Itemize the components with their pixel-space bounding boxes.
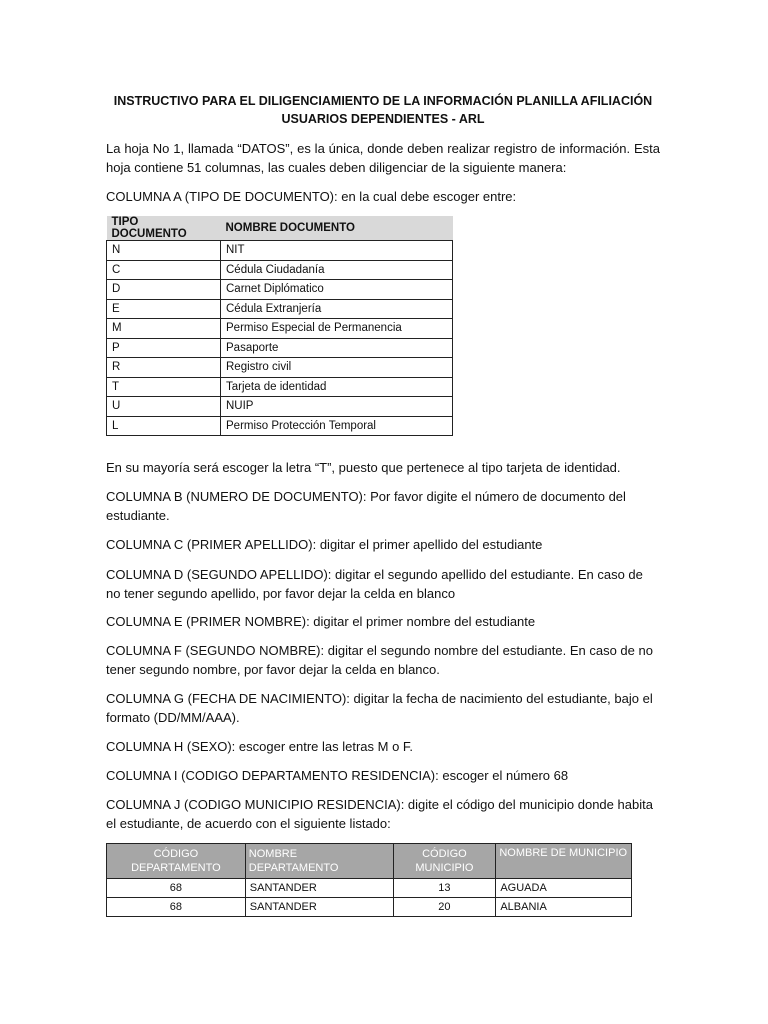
column-a-paragraph: COLUMNA A (TIPO DE DOCUMENTO): en la cual debe escoger entre: [106, 189, 517, 204]
table-row [107, 879, 632, 898]
tipo-cell: P [107, 338, 221, 358]
nombre-departamento-cell: SANTANDER [245, 879, 393, 898]
table-header-row [107, 216, 453, 241]
table-row [107, 280, 453, 300]
tipo-cell: D [107, 280, 221, 300]
table-row [107, 260, 453, 280]
table-row [107, 358, 453, 378]
table-row [107, 241, 453, 261]
nombre-cell: Permiso Protección Temporal [221, 416, 453, 436]
table-row [107, 416, 453, 436]
header-nombre-documento: NOMBRE DOCUMENTO [221, 216, 453, 241]
nombre-cell: Tarjeta de identidad [221, 377, 453, 397]
nombre-municipio-cell: AGUADA [496, 879, 632, 898]
table-row [107, 299, 453, 319]
tipo-cell: M [107, 319, 221, 339]
document-title [106, 92, 660, 128]
header-codigo-departamento: CÓDIGO DEPARTAMENTO [107, 844, 246, 879]
column-g-paragraph: COLUMNA G (FECHA DE NACIMIENTO): digitar la fecha de nacimiento del estudiante, bajo el formato (DD/MM/AAA). [106, 691, 653, 725]
municipality-table [106, 843, 632, 917]
table-row [107, 898, 632, 917]
column-f-paragraph: COLUMNA F (SEGUNDO NOMBRE): digitar el segundo nombre del estudiante. En caso de no tener segundo nombre, por favor dejar la celda en blanco. [106, 643, 653, 677]
column-d-paragraph: COLUMNA D (SEGUNDO APELLIDO): digitar el segundo apellido del estudiante. En caso de no tener segundo apellido, por favor dejar la celda en blanco [106, 567, 643, 601]
nombre-departamento-cell: SANTANDER [245, 898, 393, 917]
mayoria-paragraph: En su mayoría será escoger la letra “T”, puesto que pertenece al tipo tarjeta de identidad. [106, 460, 621, 475]
tipo-cell: T [107, 377, 221, 397]
header-nombre-municipio: NOMBRE DE MUNICIPIO [496, 844, 632, 879]
codigo-departamento-cell: 68 [107, 898, 246, 917]
header-codigo-municipio: CÓDIGO MUNICIPIO [393, 844, 496, 879]
intro-paragraph: La hoja No 1, llamada “DATOS”, es la única, donde deben realizar registro de información. Esta hoja contiene 51 columnas, las cuales deben diligenciar de la siguiente manera: [106, 141, 660, 175]
title-line-1: INSTRUCTIVO PARA EL DILIGENCIAMIENTO DE LA INFORMACIÓN PLANILLA AFILIACIÓN [113, 94, 653, 108]
tipo-cell: U [107, 397, 221, 417]
column-b-paragraph: COLUMNA B (NUMERO DE DOCUMENTO): Por favor digite el número de documento del estudiante. [106, 489, 626, 523]
nombre-cell: Permiso Especial de Permanencia [221, 319, 453, 339]
table-header-row [107, 844, 632, 879]
codigo-municipio-cell: 20 [393, 898, 496, 917]
column-h-paragraph: COLUMNA H (SEXO): escoger entre las letras M o F. [106, 739, 414, 754]
tipo-cell: N [107, 241, 221, 261]
codigo-municipio-cell: 13 [393, 879, 496, 898]
nombre-cell: Cédula Extranjería [221, 299, 453, 319]
column-e-paragraph: COLUMNA E (PRIMER NOMBRE): digitar el primer nombre del estudiante [106, 614, 536, 629]
document-type-table [106, 216, 453, 436]
table-row [107, 377, 453, 397]
tipo-cell: C [107, 260, 221, 280]
nombre-cell: Cédula Ciudadanía [221, 260, 453, 280]
nombre-cell: NIT [221, 241, 453, 261]
tipo-cell: E [107, 299, 221, 319]
column-j-paragraph: COLUMNA J (CODIGO MUNICIPIO RESIDENCIA): digite el código del municipio donde habita el estudiante, de acuerdo con el siguiente listado: [106, 797, 653, 831]
header-tipo-documento: TIPO DOCUMENTO [107, 216, 221, 241]
table-row [107, 338, 453, 358]
nombre-cell: Registro civil [221, 358, 453, 378]
nombre-cell: NUIP [221, 397, 453, 417]
header-nombre-departamento: NOMBRE DEPARTAMENTO [245, 844, 393, 879]
tipo-cell: R [107, 358, 221, 378]
nombre-cell: Carnet Diplómatico [221, 280, 453, 300]
tipo-cell: L [107, 416, 221, 436]
table-row [107, 319, 453, 339]
codigo-departamento-cell: 68 [107, 879, 246, 898]
table-row [107, 397, 453, 417]
nombre-municipio-cell: ALBANIA [496, 898, 632, 917]
column-c-paragraph: COLUMNA C (PRIMER APELLIDO): digitar el primer apellido del estudiante [106, 537, 543, 552]
title-line-2: USUARIOS DEPENDIENTES - ARL [281, 112, 485, 126]
column-i-paragraph: COLUMNA I (CODIGO DEPARTAMENTO RESIDENCIA): escoger el número 68 [106, 768, 569, 783]
nombre-cell: Pasaporte [221, 338, 453, 358]
